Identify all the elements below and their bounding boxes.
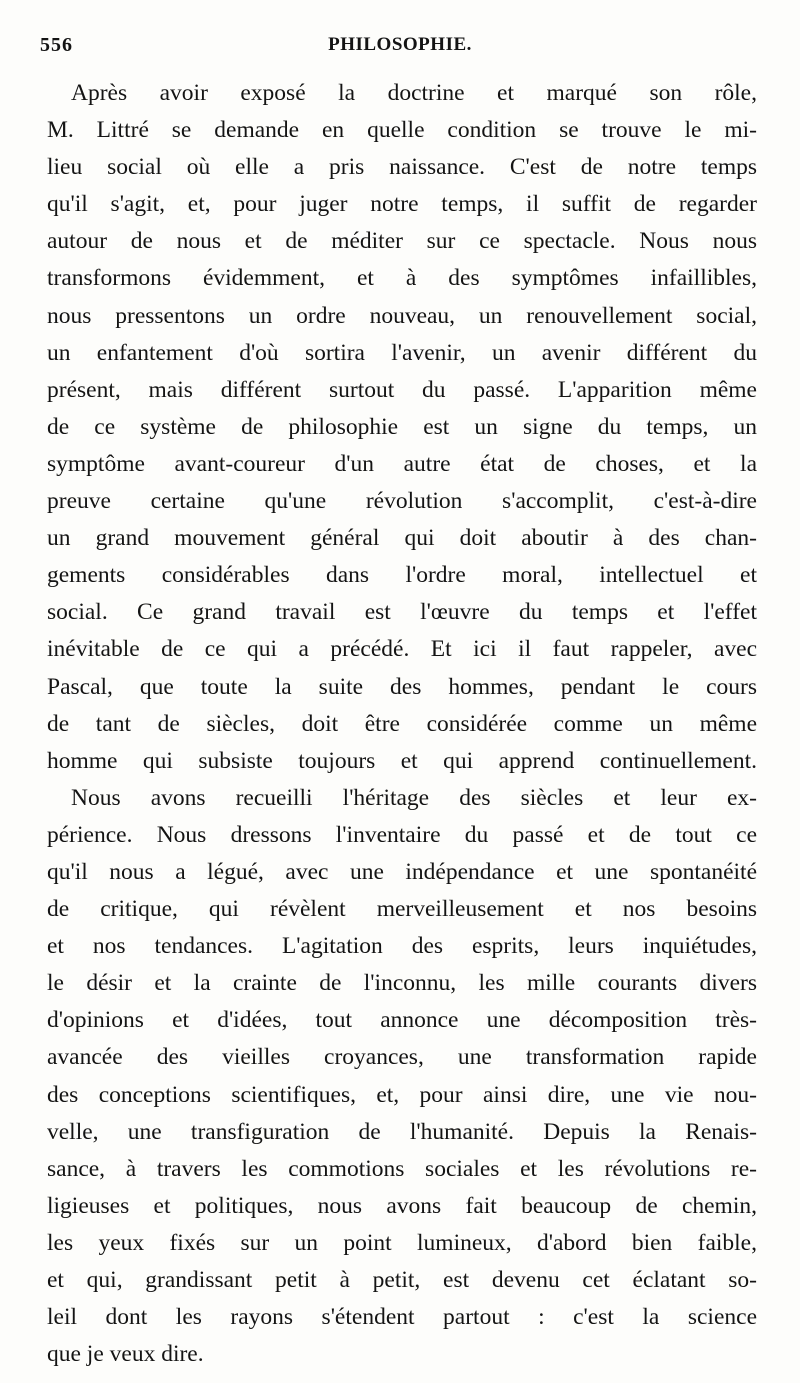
- text-line: avancée des vieilles croyances, une transformation rapide: [47, 1044, 757, 1071]
- text-line: Nous avons recueilli l'héritage des siècles et leur ex-: [71, 784, 757, 811]
- text-line: qu'il nous a légué, avec une indépendance et une spontanéité: [47, 858, 757, 885]
- text-line: M. Littré se demande en quelle condition se trouve le mi-: [47, 117, 757, 144]
- text-line: un grand mouvement général qui doit aboutir à des chan-: [47, 525, 757, 552]
- text-line: de ce système de philosophie est un signe du temps, un: [47, 413, 757, 440]
- text-line: leil dont les rayons s'étendent partout : c'est la science: [47, 1304, 757, 1331]
- text-line: gements considérables dans l'ordre moral, intellectuel et: [47, 562, 757, 589]
- text-line: Après avoir exposé la doctrine et marqué son rôle,: [71, 80, 757, 106]
- text-line: périence. Nous dressons l'inventaire du passé et de tout ce: [47, 821, 757, 848]
- text-line: présent, mais différent surtout du passé. L'apparition même: [47, 376, 757, 403]
- text-line: sance, à travers les commotions sociales et les révolutions re-: [47, 1155, 757, 1182]
- text-line: de critique, qui révèlent merveilleusement et nos besoins: [47, 896, 757, 923]
- text-line: les yeux fixés sur un point lumineux, d'abord bien faible,: [47, 1229, 757, 1256]
- text-line: le désir et la crainte de l'inconnu, les mille courants divers: [47, 970, 757, 997]
- body-text: [47, 75, 757, 1373]
- text-line: homme qui subsiste toujours et qui apprend continuellement.: [47, 747, 757, 774]
- page-number: 556: [40, 34, 73, 56]
- text-line: d'opinions et d'idées, tout annonce une décomposition très-: [47, 1007, 757, 1034]
- text-line: que je veux dire.: [47, 1341, 204, 1368]
- text-line: inévitable de ce qui a précédé. Et ici il faut rappeler, avec: [47, 636, 757, 663]
- text-line: autour de nous et de méditer sur ce spectacle. Nous nous: [47, 228, 757, 255]
- text-line: et nos tendances. L'agitation des esprits, leurs inquiétudes,: [47, 933, 757, 960]
- text-line: velle, une transfiguration de l'humanité. Depuis la Renais-: [47, 1118, 757, 1145]
- running-title: PHILOSOPHIE.: [328, 34, 472, 55]
- text-line: preuve certaine qu'une révolution s'accomplit, c'est-à-dire: [47, 488, 757, 515]
- text-line: qu'il s'agit, et, pour juger notre temps, il suffit de regarder: [47, 191, 757, 218]
- text-line: lieu social où elle a pris naissance. C'est de notre temps: [47, 154, 757, 181]
- text-line: transformons évidemment, et à des symptômes infaillibles,: [47, 265, 757, 292]
- text-line: nous pressentons un ordre nouveau, un renouvellement social,: [47, 302, 757, 329]
- text-line: Pascal, que toute la suite des hommes, pendant le cours: [47, 673, 757, 700]
- text-line: ligieuses et politiques, nous avons fait beaucoup de chemin,: [47, 1192, 757, 1219]
- text-line: social. Ce grand travail est l'œuvre du temps et l'effet: [47, 599, 757, 626]
- text-line: un enfantement d'où sortira l'avenir, un avenir différent du: [47, 339, 757, 366]
- text-line: des conceptions scientifiques, et, pour ainsi dire, une vie nou-: [47, 1081, 757, 1108]
- text-line: et qui, grandissant petit à petit, est devenu cet éclatant so-: [47, 1267, 757, 1293]
- text-line: symptôme avant-coureur d'un autre état de choses, et la: [47, 450, 757, 477]
- running-head: [40, 34, 760, 58]
- text-line: de tant de siècles, doit être considérée comme un même: [47, 710, 757, 737]
